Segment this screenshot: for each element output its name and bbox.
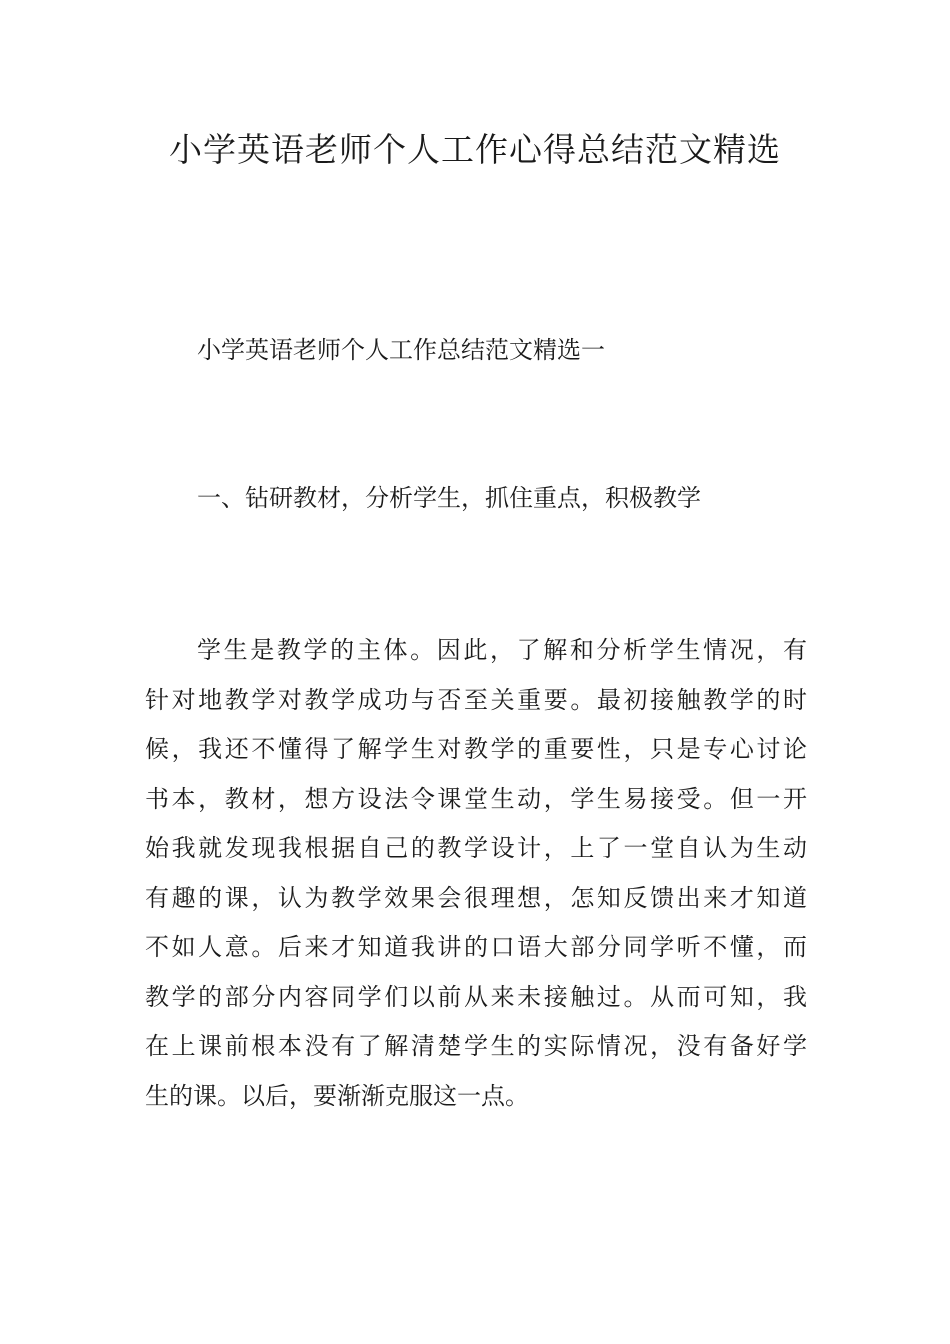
paragraph-line: 有趣的课，认为教学效果会很理想，怎知反馈出来才知道 (145, 883, 807, 912)
paragraph-line: 生的课。以后，要渐渐克服这一点。 (145, 1081, 529, 1110)
paragraph-line: 针对地教学对教学成功与否至关重要。最初接触教学的时 (145, 685, 807, 714)
paragraph-line: 书本，教材，想方设法令课堂生动，学生易接受。但一开 (145, 784, 807, 813)
document-title: 小学英语老师个人工作心得总结范文精选 (169, 130, 781, 169)
section-heading: 一、钻研教材，分析学生，抓住重点，积极教学 (197, 484, 701, 512)
paragraph-line: 始我就发现我根据自己的教学设计，上了一堂自认为生动 (145, 834, 807, 862)
paragraph-line: 不如人意。后来才知道我讲的口语大部分同学听不懂，而 (145, 933, 807, 961)
paragraph-line: 学生是教学的主体。因此，了解和分析学生情况，有 (197, 636, 807, 664)
document-subtitle: 小学英语老师个人工作总结范文精选一 (197, 336, 605, 364)
body-paragraph (145, 626, 807, 1121)
paragraph-line: 候，我还不懂得了解学生对教学的重要性，只是专心讨论 (145, 735, 807, 763)
paragraph-line: 教学的部分内容同学们以前从来未接触过。从而可知，我 (145, 982, 807, 1011)
paragraph-line: 在上课前根本没有了解清楚学生的实际情况，没有备好学 (145, 1032, 807, 1060)
